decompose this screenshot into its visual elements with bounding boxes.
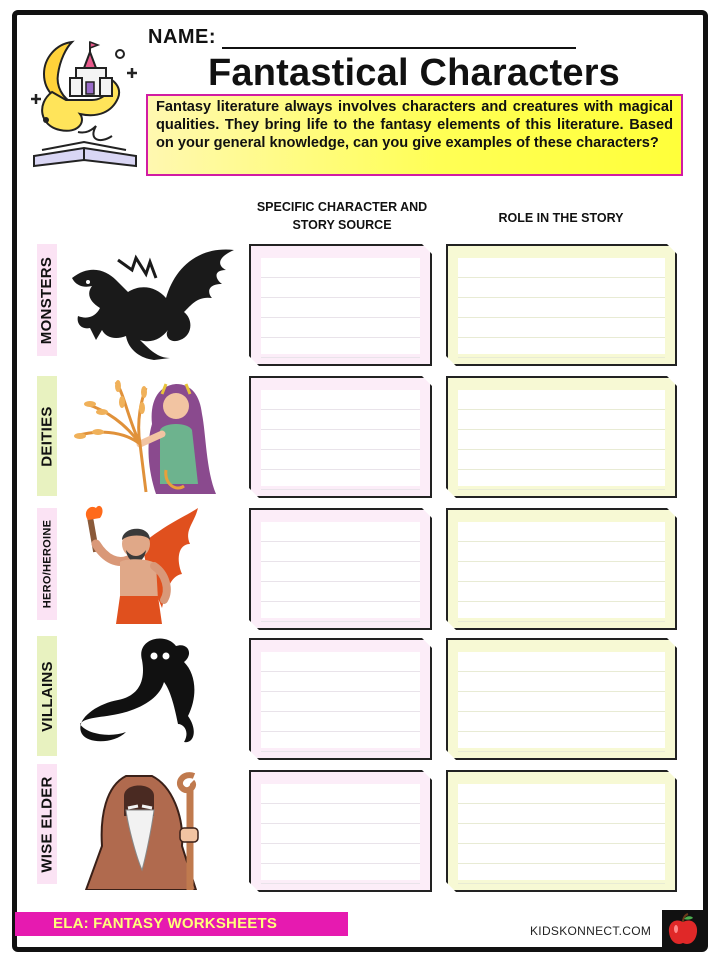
source-box-wise-elder[interactable] xyxy=(249,770,432,892)
footer-category-bar: ELA: FANTASY WORKSHEETS xyxy=(15,912,348,936)
site-url: KIDSKONNECT.COM xyxy=(530,924,652,938)
wizard-icon xyxy=(66,766,242,890)
name-underline[interactable] xyxy=(222,31,576,49)
role-box-wise-elder[interactable] xyxy=(446,770,677,892)
dragon-icon xyxy=(66,240,242,364)
row-label-hero-heroine: HERO/HEROINE xyxy=(37,508,57,620)
name-label: NAME: xyxy=(148,26,217,48)
role-box-deities[interactable] xyxy=(446,376,677,498)
source-box-villains[interactable] xyxy=(249,638,432,760)
row-label-deities: DEITIES xyxy=(37,376,57,496)
source-box-hero-heroine[interactable] xyxy=(249,508,432,630)
name-field[interactable] xyxy=(148,26,576,49)
column-header-role: ROLE IN THE STORY xyxy=(498,211,624,225)
row-label-wise-elder: WISE ELDER xyxy=(37,764,57,884)
fantasy-book-logo-icon xyxy=(26,34,144,172)
role-box-villains[interactable] xyxy=(446,638,677,760)
intro-text-box: Fantasy literature always involves characters and creatures with magical qualities. They bring life to the fantasy elements of this literature. Based on your general knowledge, can you give examples of these characters? xyxy=(146,94,683,176)
page-title: Fantastical Characters xyxy=(207,52,621,94)
shadow-villain-icon xyxy=(66,634,242,758)
column-header-source: SPECIFIC CHARACTER AND STORY SOURCE xyxy=(256,200,428,232)
role-box-hero-heroine[interactable] xyxy=(446,508,677,630)
row-label-villains: VILLAINS xyxy=(37,636,57,756)
row-label-monsters: MONSTERS xyxy=(37,244,57,356)
goddess-icon xyxy=(66,374,242,498)
apple-logo-icon xyxy=(662,910,704,950)
hero-icon xyxy=(66,504,242,628)
role-box-monsters[interactable] xyxy=(446,244,677,366)
source-box-monsters[interactable] xyxy=(249,244,432,366)
source-box-deities[interactable] xyxy=(249,376,432,498)
